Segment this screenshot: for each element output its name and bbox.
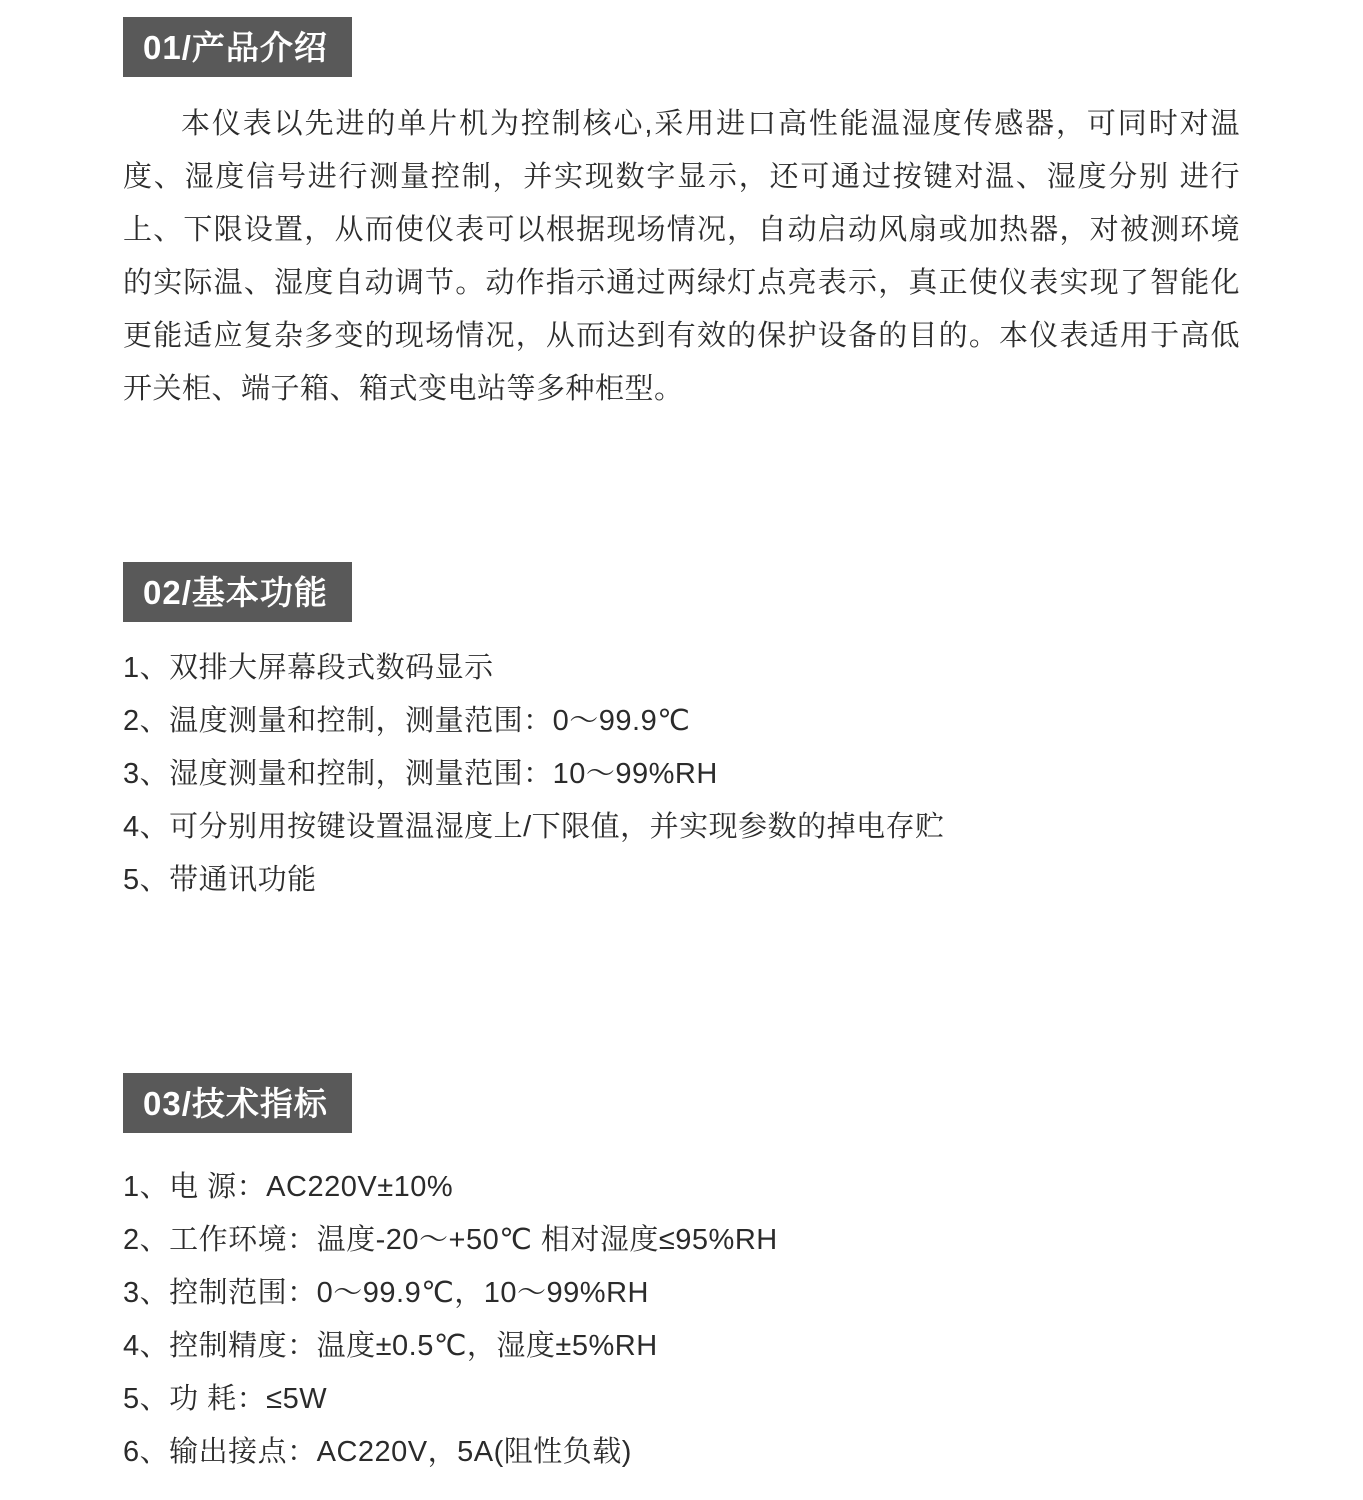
section-01-badge-label: 01/产品介绍: [143, 29, 328, 66]
list-item: 2、温度测量和控制，测量范围：0～99.9℃: [123, 705, 691, 737]
section-03-badge: [123, 1073, 352, 1133]
list-item: 5、带通讯功能: [123, 864, 317, 896]
section-01-badge: [123, 17, 352, 77]
section-basic-functions: [123, 562, 1240, 907]
technical-specs-list: [123, 1161, 1240, 1479]
list-item: 5、功 耗：≤5W: [123, 1383, 328, 1415]
section-02-badge-label: 02/基本功能: [143, 574, 328, 611]
section-product-intro: [123, 17, 1240, 416]
list-item: 3、控制范围：0～99.9℃，10～99%RH: [123, 1277, 649, 1309]
list-item: 1、电 源：AC220V±10%: [123, 1171, 454, 1203]
list-item: 4、控制精度：温度±0.5℃，湿度±5%RH: [123, 1330, 658, 1362]
list-item: 4、可分别用按键设置温湿度上/下限值，并实现参数的掉电存贮: [123, 811, 945, 843]
section-02-badge: [123, 562, 352, 622]
basic-functions-list: [123, 642, 1240, 907]
list-item: 2、工作环境：温度-20～+50℃ 相对湿度≤95%RH: [123, 1224, 778, 1256]
list-item: 3、湿度测量和控制，测量范围：10～99%RH: [123, 758, 718, 790]
list-item: 1、双排大屏幕段式数码显示: [123, 652, 494, 684]
product-intro-paragraph: 本仪表以先进的单片机为控制核心,采用进口高性能温湿度传感器，可同时对温度、湿度信号进行测量控制，并实现数字显示，还可通过按键对温、湿度分别 进行上、下限设置，从而使仪表可以根据现场情况，自动启动风扇或加热器，对被测环境的实际温、湿度自动调节。动作指示通过两绿灯点亮表示，真正使仪表实现了智能化更能适应复杂多变的现场情况，从而达到有效的保护设备的目的。本仪表适用于高低开关柜、端子箱、箱式变电站等多种柜型。: [123, 108, 1240, 405]
section-03-badge-label: 03/技术指标: [143, 1085, 328, 1122]
section-technical-specs: [123, 1073, 1240, 1479]
list-item: 6、输出接点：AC220V，5A(阻性负载): [123, 1436, 632, 1468]
